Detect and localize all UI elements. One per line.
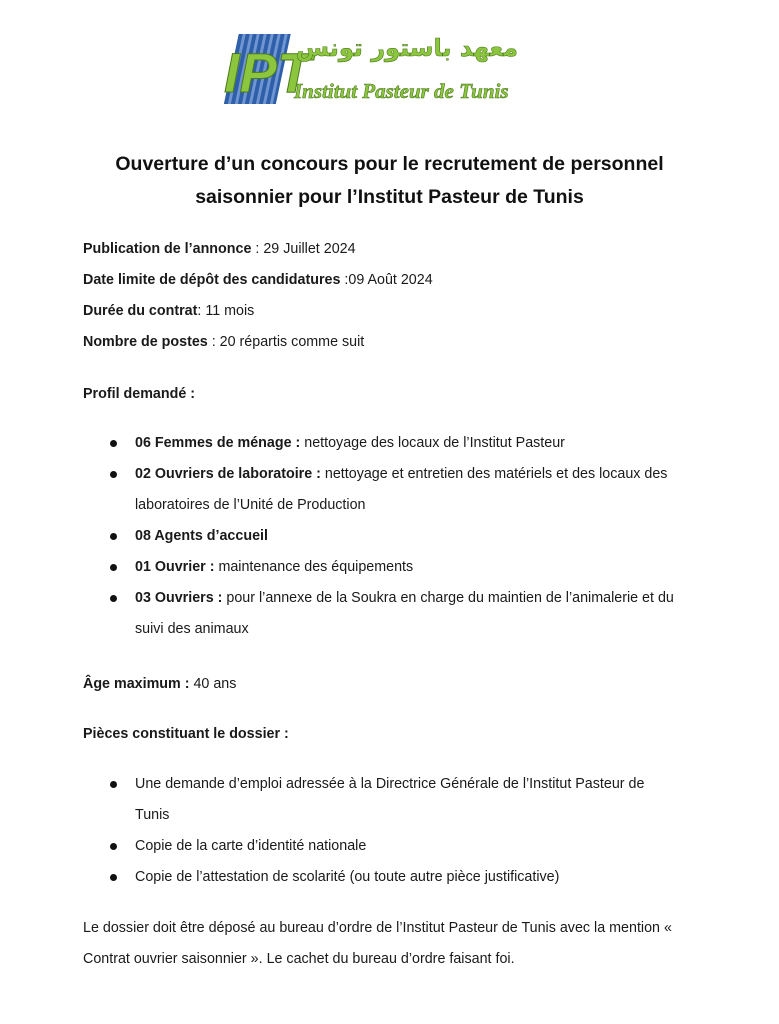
closing-paragraph: Le dossier doit être déposé au bureau d’ordre de l’Institut Pasteur de Tunis avec la mention « Contrat ouvrier saisonnier ». Le cachet du bureau d’ordre faisant foi. <box>83 920 672 967</box>
document-item-text: Une demande d’emploi adressée à la Directrice Générale de l’Institut Pasteur de Tunis <box>135 776 645 823</box>
number-of-positions <box>83 333 364 351</box>
profile-item-title: 02 Ouvriers de laboratoire : <box>135 466 321 482</box>
publication-value: : 29 Juillet 2024 <box>251 241 356 257</box>
list-item <box>0 831 680 862</box>
list-item <box>0 428 680 459</box>
institut-pasteur-logo <box>218 28 528 110</box>
list-item <box>0 769 680 831</box>
documents-list <box>0 769 779 893</box>
duration-label: Durée du contrat <box>83 303 198 319</box>
bullet-icon <box>110 564 117 571</box>
profile-item-text: nettoyage des locaux de l’Institut Pasteur <box>300 435 565 451</box>
list-item <box>0 459 680 521</box>
title-line-2: saisonnier pour l’Institut Pasteur de Tunis <box>195 186 584 208</box>
bullet-icon <box>110 781 117 788</box>
contract-duration <box>83 302 254 320</box>
profile-item-text: pour l’annexe de la Soukra en charge du maintien de l’animalerie et du suivi des animaux <box>135 590 674 637</box>
document-item-text: Copie de la carte d’identité nationale <box>135 838 367 854</box>
profile-item-text: nettoyage et entretien des matériels et des locaux des laboratoires de l’Unité de Production <box>135 466 668 513</box>
bullet-icon <box>110 874 117 881</box>
duration-value: : 11 mois <box>197 303 255 319</box>
profile-item-title: 03 Ouvriers : <box>135 590 223 606</box>
profile-item-title: 06 Femmes de ménage : <box>135 435 301 451</box>
publication-label: Publication de l’annonce <box>83 241 252 257</box>
page-title <box>60 148 719 214</box>
list-item <box>0 583 680 645</box>
logo-latin-text: Institut Pasteur de Tunis <box>294 79 509 103</box>
profile-item-title: 08 Agents d’accueil <box>135 528 268 544</box>
bullet-icon <box>110 843 117 850</box>
list-item <box>0 521 680 552</box>
publication-date <box>83 240 356 258</box>
positions-value: : 20 répartis comme suit <box>207 334 365 350</box>
ipt-logo-graphic <box>218 28 528 110</box>
deadline-label: Date limite de dépôt des candidatures <box>83 272 341 288</box>
profile-list <box>0 428 779 645</box>
bullet-icon <box>110 595 117 602</box>
application-deadline <box>83 271 433 289</box>
positions-label: Nombre de postes <box>83 334 208 350</box>
list-item <box>0 552 680 583</box>
logo-letters: IPT <box>224 41 312 104</box>
document-item-text: Copie de l’attestation de scolarité (ou toute autre pièce justificative) <box>135 869 560 885</box>
profile-item-text: maintenance des équipements <box>214 559 414 575</box>
deadline-value: :09 Août 2024 <box>340 272 433 288</box>
title-line-1: Ouverture d’un concours pour le recrutement de personnel <box>115 153 664 175</box>
bullet-icon <box>110 471 117 478</box>
logo-arabic-text: معهد باستور تونس <box>295 34 518 62</box>
list-item <box>0 862 680 893</box>
age-value: 40 ans <box>189 676 237 692</box>
age-label: Âge maximum : <box>83 676 190 692</box>
documents-heading: Pièces constituant le dossier : <box>83 726 289 742</box>
profile-heading: Profil demandé : <box>83 386 196 402</box>
maximum-age <box>83 675 236 693</box>
bullet-icon <box>110 440 117 447</box>
profile-item-title: 01 Ouvrier : <box>135 559 215 575</box>
bullet-icon <box>110 533 117 540</box>
